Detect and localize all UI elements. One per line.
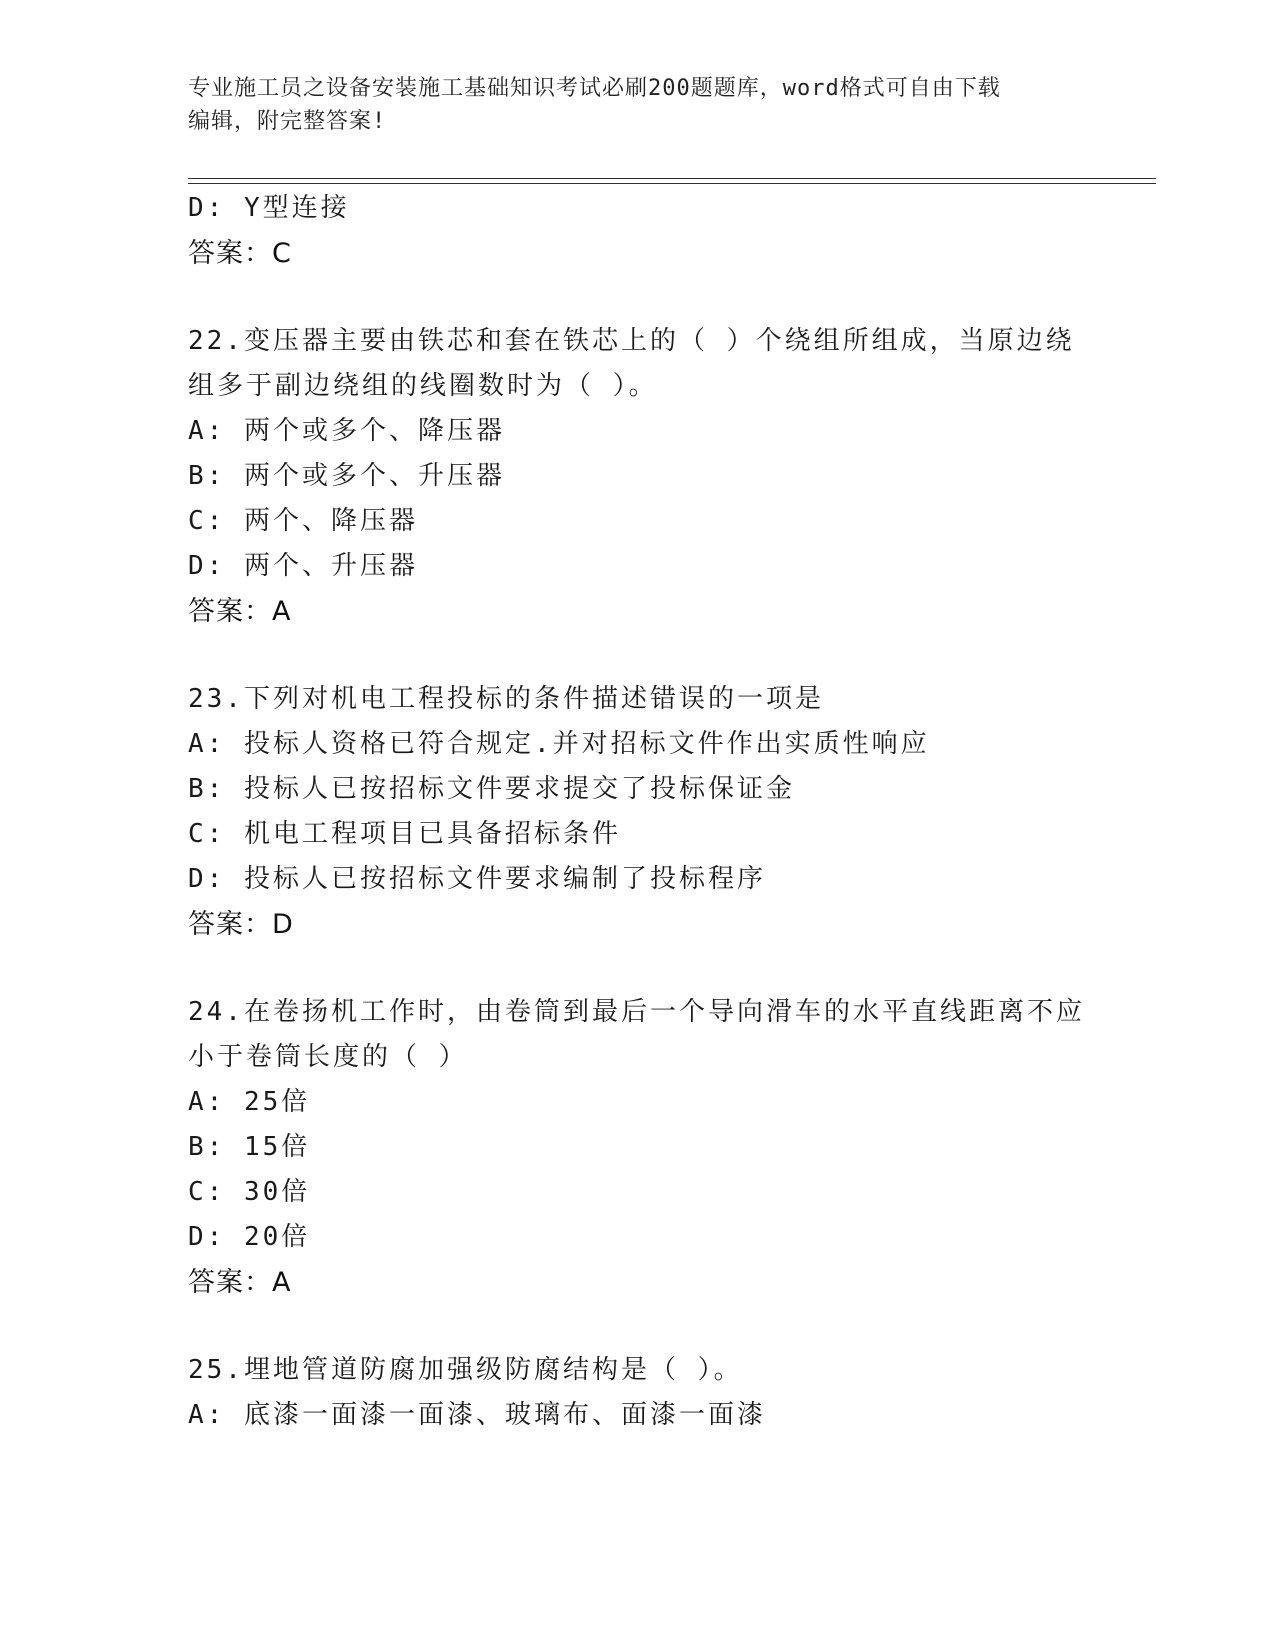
header-divider-top	[188, 178, 1156, 179]
option-b: B: 投标人已按招标文件要求提交了投标保证金	[188, 774, 795, 804]
question-24	[188, 990, 1088, 1305]
option-a: A: 底漆一面漆一面漆、玻璃布、面漆一面漆	[188, 1400, 766, 1430]
option-b: B: 两个或多个、升压器	[188, 461, 505, 491]
header-divider-bottom	[188, 183, 1156, 184]
question-stem-line-1: 23.下列对机电工程投标的条件描述错误的一项是	[188, 684, 824, 714]
option-d: D: Y型连接	[188, 193, 350, 223]
question-stem-line-2: 小于卷筒长度的（ ）	[188, 1042, 468, 1072]
option-d: D: 两个、升压器	[188, 551, 418, 581]
question-stem-line-1: 22.变压器主要由铁芯和套在铁芯上的（ ）个绕组所组成，当原边绕	[188, 326, 1075, 356]
option-d: D: 投标人已按招标文件要求编制了投标程序	[188, 864, 766, 894]
option-c: C: 两个、降压器	[188, 506, 418, 536]
answer-line: 答案：D	[188, 909, 294, 940]
option-a: A: 两个或多个、降压器	[188, 416, 505, 446]
answer-line: 答案：C	[188, 238, 292, 269]
option-c: C: 30倍	[188, 1177, 311, 1207]
question-25	[188, 1348, 1088, 1438]
option-c: C: 机电工程项目已具备招标条件	[188, 819, 621, 849]
header-line-2: 编辑，附完整答案!	[188, 109, 387, 134]
question-stem-line-1: 25.埋地管道防腐加强级防腐结构是（ ）。	[188, 1355, 743, 1385]
option-a: A: 25倍	[188, 1087, 311, 1117]
option-b: B: 15倍	[188, 1132, 311, 1162]
question-stem-line-1: 24.在卷扬机工作时，由卷筒到最后一个导向滑车的水平直线距离不应	[188, 997, 1085, 1027]
answer-line: 答案：A	[188, 596, 292, 627]
question-23	[188, 677, 1088, 947]
page-header	[188, 72, 1088, 138]
previous-question-tail	[188, 186, 1088, 276]
header-line-1: 专业施工员之设备安装施工基础知识考试必刷200题题库，word格式可自由下载	[188, 76, 1001, 101]
answer-line: 答案：A	[188, 1267, 292, 1298]
option-d: D: 20倍	[188, 1222, 311, 1252]
document-body	[188, 186, 1088, 1438]
question-stem-line-2: 组多于副边绕组的线圈数时为（ ）。	[188, 371, 658, 401]
question-22	[188, 319, 1088, 634]
option-a: A: 投标人资格已符合规定.并对招标文件作出实质性响应	[188, 729, 930, 759]
